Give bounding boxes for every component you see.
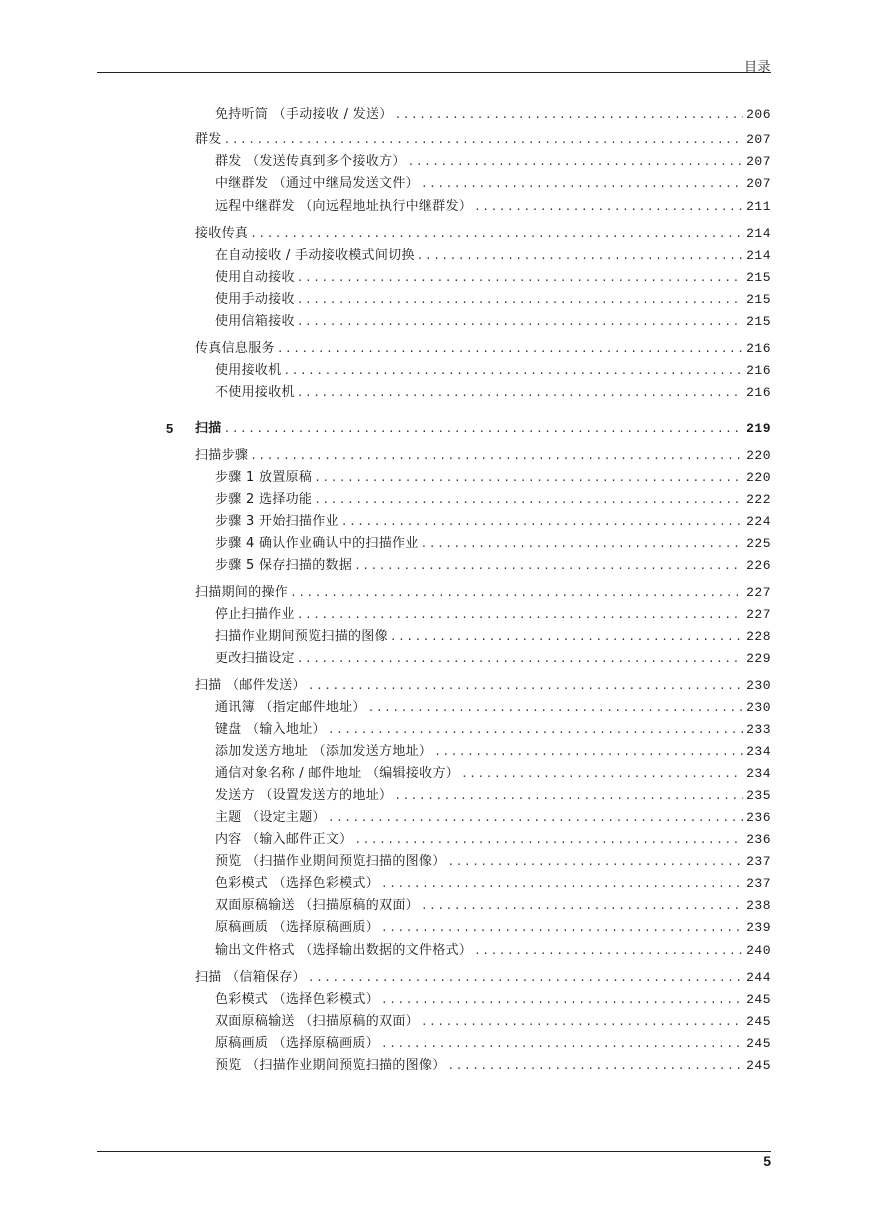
dot-leader [421, 1013, 743, 1031]
toc-subsection-entry[interactable] [215, 721, 771, 739]
toc-subsection-entry[interactable] [215, 650, 771, 668]
toc-entry-title: 原稿画质 （选择原稿画质） [215, 920, 380, 935]
toc-entry-page: 207 [746, 154, 771, 169]
toc-subsection-entry[interactable] [215, 153, 771, 171]
toc-entry-page: 228 [746, 629, 771, 644]
toc-entry-title: 步骤 1 放置原稿 [215, 470, 313, 485]
dot-leader [421, 897, 743, 915]
toc-subsection-entry[interactable] [215, 831, 771, 849]
dot-leader [314, 469, 743, 487]
toc-subsection-entry[interactable] [215, 919, 771, 937]
dot-leader [421, 175, 743, 193]
header-rule [97, 72, 771, 73]
toc-section-entry[interactable] [195, 131, 771, 149]
toc-entry-title: 预览 （扫描作业期间预览扫描的图像） [215, 1058, 446, 1073]
dot-leader [434, 743, 743, 761]
toc-entry-page: 234 [746, 744, 771, 759]
toc-entry-page: 219 [746, 421, 771, 436]
toc-section-entry[interactable] [195, 340, 771, 358]
toc-entry-page: 225 [746, 536, 771, 551]
dot-leader [297, 313, 743, 331]
toc-entry-title: 主题 （设定主题） [215, 810, 326, 825]
toc-entry-title: 接收传真 [195, 226, 249, 241]
toc-section-entry[interactable] [195, 969, 771, 987]
toc-entry-title: 发送方 （设置发送方的地址） [215, 788, 393, 803]
toc-entry-title: 步骤 2 选择功能 [215, 492, 313, 507]
toc-subsection-entry[interactable] [215, 743, 771, 761]
dot-leader [461, 765, 743, 783]
toc-subsection-entry[interactable] [215, 198, 771, 216]
dot-leader [474, 942, 743, 960]
footer-rule [97, 1151, 771, 1152]
toc-entry-title: 步骤 5 保存扫描的数据 [215, 558, 353, 573]
toc-entry-title: 扫描作业期间预览扫描的图像 [215, 629, 388, 644]
toc-subsection-entry[interactable] [215, 269, 771, 287]
toc-entry-title: 不使用接收机 [215, 385, 295, 400]
dot-leader [224, 131, 743, 149]
toc-subsection-entry[interactable] [215, 175, 771, 193]
toc-entry-title: 使用手动接收 [215, 292, 295, 307]
toc-entry-page: 244 [746, 970, 771, 985]
toc-entry-page: 245 [746, 1014, 771, 1029]
toc-entry-title: 扫描 [195, 421, 222, 436]
toc-entry-title: 原稿画质 （选择原稿画质） [215, 1036, 380, 1051]
toc-entry-title: 步骤 4 确认作业确认中的扫描作业 [215, 536, 419, 551]
dot-leader [448, 853, 744, 871]
toc-entry-page: 214 [746, 248, 771, 263]
toc-subsection-entry[interactable] [215, 897, 771, 915]
dot-leader [381, 991, 743, 1009]
dot-leader [381, 875, 743, 893]
toc-entry-page: 234 [746, 766, 771, 781]
toc-entry-title: 扫描 （邮件发送） [195, 678, 306, 693]
toc-entry-page: 233 [746, 722, 771, 737]
toc-entry-page: 207 [746, 176, 771, 191]
toc-entry-page: 236 [746, 810, 771, 825]
toc-section-entry[interactable] [195, 677, 771, 695]
dot-leader [328, 809, 743, 827]
toc-entry-title: 更改扫描设定 [215, 651, 295, 666]
toc-entry-page: 216 [746, 385, 771, 400]
dot-leader [417, 247, 743, 265]
toc-entry-page: 239 [746, 920, 771, 935]
toc-entry-title: 群发 （发送传真到多个接收方） [215, 154, 406, 169]
toc-subsection-entry[interactable] [215, 699, 771, 717]
toc-entry-title: 停止扫描作业 [215, 607, 295, 622]
dot-leader [354, 557, 743, 575]
toc-subsection-entry[interactable] [215, 291, 771, 309]
toc-entry-title: 添加发送方地址 （添加发送方地址） [215, 744, 433, 759]
dot-leader [250, 225, 743, 243]
toc-subsection-entry[interactable] [215, 513, 771, 531]
toc-subsection-entry[interactable] [215, 106, 771, 124]
dot-leader [354, 831, 743, 849]
toc-subsection-entry[interactable] [215, 787, 771, 805]
toc-entry-page: 230 [746, 678, 771, 693]
toc-entry-page: 227 [746, 585, 771, 600]
toc-subsection-entry[interactable] [215, 942, 771, 960]
toc-entry-page: 215 [746, 292, 771, 307]
toc-subsection-entry[interactable] [215, 362, 771, 380]
toc-entry-title: 传真信息服务 [195, 341, 275, 356]
toc-entry-title: 使用信箱接收 [215, 314, 295, 329]
toc-entry-title: 中继群发 （通过中继局发送文件） [215, 176, 419, 191]
dot-leader [297, 650, 743, 668]
dot-leader [328, 721, 743, 739]
dot-leader [290, 584, 743, 602]
toc-entry-title: 扫描步骤 [195, 448, 249, 463]
dot-leader [408, 153, 743, 171]
dot-leader [308, 677, 743, 695]
toc-entry-title: 在自动接收 / 手动接收模式间切换 [215, 248, 415, 263]
toc-subsection-entry[interactable] [215, 1035, 771, 1053]
toc-entry-page: 215 [746, 270, 771, 285]
toc-subsection-entry[interactable] [215, 875, 771, 893]
toc-entry-page: 236 [746, 832, 771, 847]
toc-section-entry[interactable] [195, 225, 771, 243]
toc-section-entry[interactable] [195, 447, 771, 465]
dot-leader [297, 269, 743, 287]
toc-entry-title: 预览 （扫描作业期间预览扫描的图像） [215, 854, 446, 869]
dot-leader [297, 606, 743, 624]
toc-entry-title: 键盘 （输入地址） [215, 722, 326, 737]
toc-entry-page: 206 [746, 107, 771, 122]
toc-entry-page: 230 [746, 700, 771, 715]
toc-entry-page: 220 [746, 448, 771, 463]
dot-leader [395, 106, 744, 124]
dot-leader [448, 1057, 744, 1075]
toc-entry-page: 226 [746, 558, 771, 573]
dot-leader [390, 628, 743, 646]
toc-entry-title: 步骤 3 开始扫描作业 [215, 514, 339, 529]
dot-leader [341, 513, 743, 531]
dot-leader [394, 787, 743, 805]
toc-entry-page: 222 [746, 492, 771, 507]
toc-entry-title: 使用接收机 [215, 363, 282, 378]
toc-entry-page: 211 [746, 199, 771, 214]
toc-entry-title: 通讯簿 （指定邮件地址） [215, 700, 366, 715]
toc-subsection-entry[interactable] [215, 606, 771, 624]
toc-entry-page: 216 [746, 341, 771, 356]
toc-entry-page: 220 [746, 470, 771, 485]
running-header-title: 目录 [743, 60, 771, 75]
toc-entry-page: 245 [746, 1036, 771, 1051]
toc-entry-page: 238 [746, 898, 771, 913]
toc-subsection-entry[interactable] [215, 1013, 771, 1031]
toc-entry-title: 色彩模式 （选择色彩模式） [215, 876, 380, 891]
toc-entry-title: 输出文件格式 （选择输出数据的文件格式） [215, 943, 473, 958]
toc-subsection-entry[interactable] [215, 384, 771, 402]
toc-entry-page: 240 [746, 943, 771, 958]
toc-subsection-entry[interactable] [215, 853, 771, 871]
dot-leader [308, 969, 743, 987]
toc-entry-title: 群发 [195, 132, 222, 147]
toc-subsection-entry[interactable] [215, 491, 771, 509]
toc-entry-title: 使用自动接收 [215, 270, 295, 285]
dot-leader [314, 491, 743, 509]
dot-leader [250, 447, 743, 465]
toc-subsection-entry[interactable] [215, 809, 771, 827]
toc-entry-page: 245 [746, 992, 771, 1007]
toc-entry-title: 内容 （输入邮件正文） [215, 832, 353, 847]
toc-entry-title: 色彩模式 （选择色彩模式） [215, 992, 380, 1007]
toc-subsection-entry[interactable] [215, 469, 771, 487]
dot-leader [381, 919, 743, 937]
dot-leader [284, 362, 744, 380]
toc-entry-title: 扫描 （信箱保存） [195, 970, 306, 985]
toc-subsection-entry[interactable] [215, 535, 771, 553]
toc-entry-page: 235 [746, 788, 771, 803]
toc-entry-page: 224 [746, 514, 771, 529]
page-number: 5 [763, 1153, 771, 1169]
dot-leader [224, 420, 743, 438]
dot-leader [297, 384, 743, 402]
toc-section-entry[interactable] [195, 584, 771, 602]
toc-entry-page: 229 [746, 651, 771, 666]
dot-leader [368, 699, 743, 717]
toc-entry-page: 207 [746, 132, 771, 147]
toc-subsection-entry[interactable] [215, 557, 771, 575]
toc-subsection-entry[interactable] [215, 1057, 771, 1075]
dot-leader [474, 198, 743, 216]
toc-subsection-entry[interactable] [215, 628, 771, 646]
toc-subsection-entry[interactable] [215, 765, 771, 783]
toc-subsection-entry[interactable] [215, 247, 771, 265]
dot-leader [297, 291, 743, 309]
toc-subsection-entry[interactable] [215, 991, 771, 1009]
toc-entry-title: 通信对象名称 / 邮件地址 （编辑接收方） [215, 766, 460, 781]
toc-subsection-entry[interactable] [215, 313, 771, 331]
dot-leader [381, 1035, 743, 1053]
toc-entry-page: 237 [746, 876, 771, 891]
toc-entry-page: 227 [746, 607, 771, 622]
dot-leader [277, 340, 743, 358]
dot-leader [421, 535, 743, 553]
toc-entry-title: 扫描期间的操作 [195, 585, 289, 600]
chapter-number: 5 [166, 421, 174, 436]
toc-entry-page: 214 [746, 226, 771, 241]
toc-entry-page: 216 [746, 363, 771, 378]
toc-entry-page: 245 [746, 1058, 771, 1073]
toc-entry-title: 双面原稿输送 （扫描原稿的双面） [215, 1014, 419, 1029]
toc-entry-title: 免持听筒 （手动接收 / 发送） [215, 107, 393, 122]
toc-entry-page: 215 [746, 314, 771, 329]
toc-entry-page: 237 [746, 854, 771, 869]
toc-entry-title: 双面原稿输送 （扫描原稿的双面） [215, 898, 419, 913]
toc-chapter-entry[interactable] [195, 420, 771, 438]
toc-entry-title: 远程中继群发 （向远程地址执行中继群发） [215, 199, 473, 214]
